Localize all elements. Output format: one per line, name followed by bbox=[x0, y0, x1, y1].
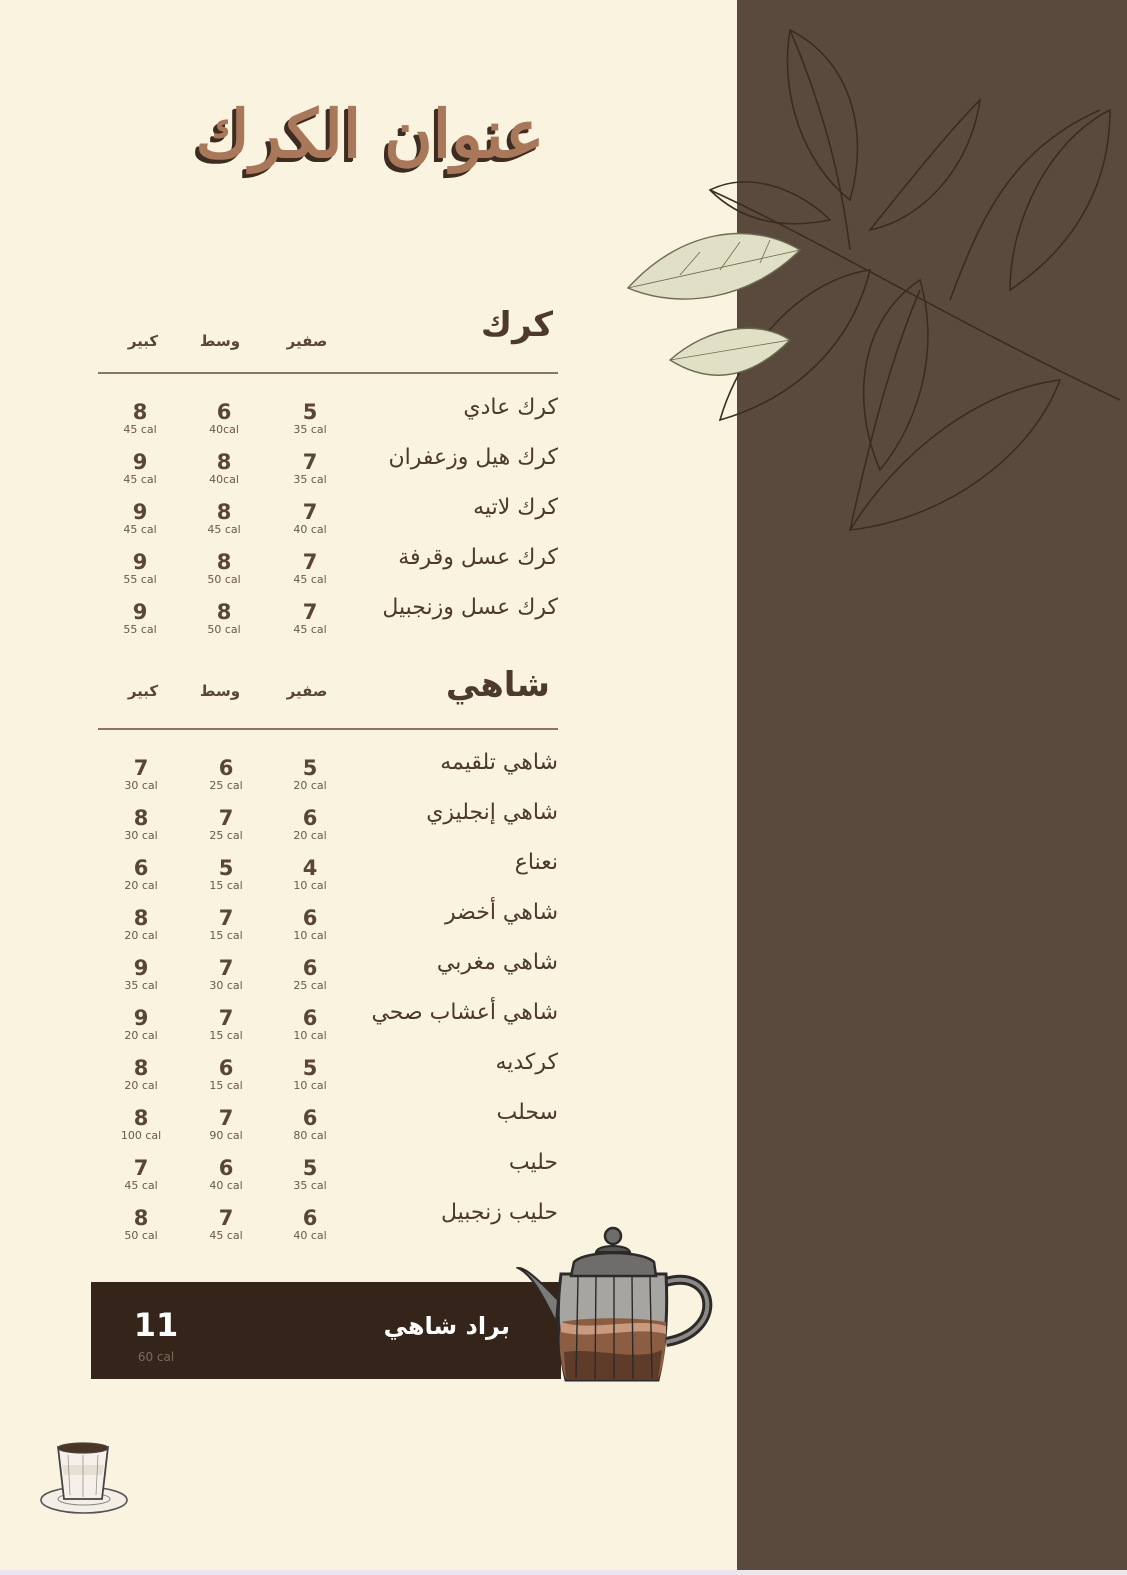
menu-item-name: كرك عادي bbox=[463, 395, 558, 420]
price-large: 7 45 cal bbox=[124, 1156, 158, 1192]
menu-item-name: شاهي تلقيمه bbox=[440, 750, 558, 775]
menu-item-name: حليب bbox=[508, 1150, 558, 1175]
price-small: 4 10 cal bbox=[293, 856, 327, 892]
size-small-header: صفير bbox=[286, 332, 328, 350]
menu-item-name: كرك هيل وزعفران bbox=[388, 445, 558, 470]
price-small: 6 40 cal bbox=[293, 1206, 327, 1242]
price-large: 8 20 cal bbox=[124, 906, 158, 942]
menu-item-name: شاهي مغربي bbox=[436, 950, 558, 975]
price-large: 8 30 cal bbox=[124, 806, 158, 842]
menu-item-name: كركديه bbox=[495, 1050, 558, 1075]
price-small: 5 10 cal bbox=[293, 1056, 327, 1092]
price-medium: 5 15 cal bbox=[209, 856, 243, 892]
menu-item-name: سحلب bbox=[496, 1100, 558, 1125]
price-large: 8 100 cal bbox=[120, 1106, 162, 1142]
price-small: 6 80 cal bbox=[293, 1106, 327, 1142]
menu-item-name: كرك عسل وقرفة bbox=[398, 545, 558, 570]
price-medium: 7 30 cal bbox=[209, 956, 243, 992]
size-medium-header: وسط bbox=[199, 682, 241, 700]
price-large: 9 55 cal bbox=[123, 550, 157, 586]
price-small: 5 20 cal bbox=[293, 756, 327, 792]
price-large: 8 45 cal bbox=[123, 400, 157, 436]
menu-item-name: شاهي أخضر bbox=[445, 900, 558, 925]
price-large: 9 45 cal bbox=[123, 450, 157, 486]
size-large-header: كبير bbox=[127, 332, 159, 350]
price-small: 5 35 cal bbox=[293, 400, 327, 436]
menu-item-name: كرك لاتيه bbox=[473, 495, 558, 520]
size-small-header: صفير bbox=[286, 682, 328, 700]
price-small: 6 10 cal bbox=[293, 1006, 327, 1042]
section-divider bbox=[98, 728, 558, 730]
price-medium: 8 45 cal bbox=[207, 500, 241, 536]
price-large: 9 45 cal bbox=[123, 500, 157, 536]
price-medium: 8 40cal bbox=[209, 450, 239, 486]
menu-item-name: شاهي إنجليزي bbox=[426, 800, 558, 825]
menu-item-name: حليب زنجبيل bbox=[440, 1200, 558, 1225]
price-large: 9 20 cal bbox=[124, 1006, 158, 1042]
menu-item-name: شاهي أعشاب صحي bbox=[371, 1000, 558, 1025]
price-small: 6 10 cal bbox=[293, 906, 327, 942]
price-medium: 7 15 cal bbox=[209, 1006, 243, 1042]
price-large: 9 55 cal bbox=[123, 600, 157, 636]
price-large: 8 50 cal bbox=[124, 1206, 158, 1242]
page-title: عنوان الكرك bbox=[195, 95, 545, 173]
size-large-header: كبير bbox=[127, 682, 159, 700]
special-item-calories: 60 cal bbox=[137, 1350, 175, 1364]
section-title-tea: شاهي bbox=[445, 665, 550, 705]
price-small: 6 20 cal bbox=[293, 806, 327, 842]
size-medium-header: وسط bbox=[199, 332, 241, 350]
price-small: 7 35 cal bbox=[293, 450, 327, 486]
price-large: 7 30 cal bbox=[124, 756, 158, 792]
price-large: 6 20 cal bbox=[124, 856, 158, 892]
menu-item-name: كرك عسل وزنجبيل bbox=[382, 595, 558, 620]
section-divider bbox=[98, 372, 558, 374]
price-medium: 6 40cal bbox=[209, 400, 239, 436]
price-medium: 8 50 cal bbox=[207, 550, 241, 586]
menu-item-name: نعناع bbox=[514, 850, 558, 875]
price-medium: 7 45 cal bbox=[209, 1206, 243, 1242]
price-medium: 7 90 cal bbox=[209, 1106, 243, 1142]
price-small: 7 40 cal bbox=[293, 500, 327, 536]
tea-cup-icon bbox=[38, 1435, 130, 1517]
special-item-price: 11 bbox=[133, 1306, 179, 1344]
price-small: 5 35 cal bbox=[293, 1156, 327, 1192]
special-item-name: براد شاهي bbox=[383, 1312, 510, 1340]
price-medium: 7 15 cal bbox=[209, 906, 243, 942]
price-medium: 6 40 cal bbox=[209, 1156, 243, 1192]
teapot-icon bbox=[516, 1222, 721, 1387]
tea-leaves-icon bbox=[620, 20, 1127, 540]
price-medium: 7 25 cal bbox=[209, 806, 243, 842]
price-medium: 6 15 cal bbox=[209, 1056, 243, 1092]
price-small: 6 25 cal bbox=[293, 956, 327, 992]
price-medium: 8 50 cal bbox=[207, 600, 241, 636]
price-medium: 6 25 cal bbox=[209, 756, 243, 792]
price-small: 7 45 cal bbox=[293, 600, 327, 636]
price-large: 9 35 cal bbox=[124, 956, 158, 992]
section-title-karak: كرك bbox=[480, 305, 553, 345]
price-large: 8 20 cal bbox=[124, 1056, 158, 1092]
price-small: 7 45 cal bbox=[293, 550, 327, 586]
page-bottom-edge bbox=[0, 1570, 1127, 1575]
